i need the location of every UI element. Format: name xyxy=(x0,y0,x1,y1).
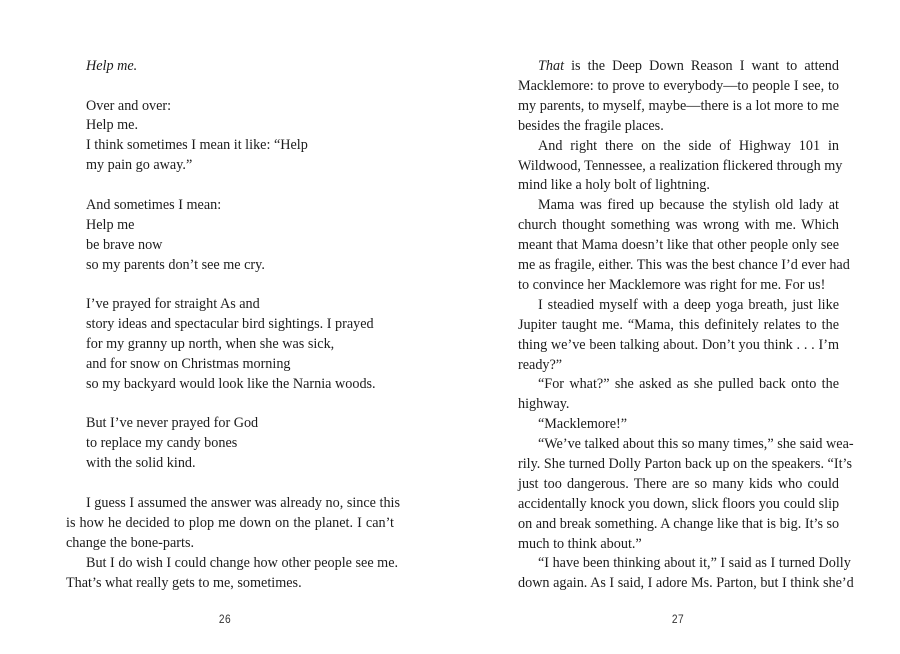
text-line: highway. xyxy=(518,396,570,412)
text-line: I steadied myself with a deep yoga breath, just like xyxy=(538,297,839,313)
page-number: 26 xyxy=(218,612,232,626)
text-line: Help me. xyxy=(86,117,139,133)
text-line: meant that Mama doesn’t like that other people only see xyxy=(518,237,839,253)
text-line: Wildwood, Tennessee, a realization flickered through my xyxy=(518,158,843,174)
text-line: That’s what really gets to me, sometimes. xyxy=(66,575,302,591)
text-line: But I do wish I could change how other people see me. xyxy=(86,555,399,571)
text-line: I guess I assumed the answer was already no, since this xyxy=(86,495,401,511)
text-line: my parents, to myself, maybe—there is a lot more to me xyxy=(518,98,839,114)
text-line: just too dangerous. There are so many kids who could xyxy=(518,476,839,492)
page-number: 27 xyxy=(671,612,685,626)
text-line: And sometimes I mean: xyxy=(86,197,222,213)
text-line: so my backyard would look like the Narnia woods. xyxy=(86,376,376,392)
text-line: “I have been thinking about it,” I said as I turned Dolly xyxy=(538,555,851,571)
text-line: church thought something was wrong with me. Which xyxy=(518,217,839,233)
text-line: I’ve prayed for straight As and xyxy=(86,296,260,312)
italic-lead-word: That xyxy=(538,58,565,74)
text-line: to replace my candy bones xyxy=(86,435,238,451)
text-line: “For what?” she asked as she pulled back onto the xyxy=(538,376,839,392)
text-line: besides the fragile places. xyxy=(518,118,664,134)
text-line: Jupiter taught me. “Mama, this definitely relates to the xyxy=(518,317,839,333)
text-line: my pain go away.” xyxy=(86,157,193,173)
text-line: But I’ve never prayed for God xyxy=(86,415,259,431)
text-line: change the bone-parts. xyxy=(66,535,195,551)
text-line: for my granny up north, when she was sick, xyxy=(86,336,335,352)
text-line: “Macklemore!” xyxy=(538,416,628,432)
text-line: to convince her Macklemore was right for me. For us! xyxy=(518,277,826,293)
text-line: mind like a holy bolt of lightning. xyxy=(518,177,710,193)
text-line: much to think about.” xyxy=(518,536,642,552)
text-line: And right there on the side of Highway 101 in xyxy=(538,138,839,154)
text-line: me as fragile, either. This was the best chance I’d ever had xyxy=(518,257,850,273)
text-line: ready?” xyxy=(518,357,563,373)
text-line: accidentally knock you down, slick floors you could slip xyxy=(518,496,840,512)
text-line: is how he decided to plop me down on the planet. I can’t xyxy=(66,515,394,531)
text-line: Macklemore: to prove to everybody—to people I see, to xyxy=(518,78,839,94)
text-line: Mama was fired up because the stylish old lady at xyxy=(538,197,839,213)
text-line: so my parents don’t see me cry. xyxy=(86,257,265,273)
text-line: thing we’ve been talking about. Don’t you think . . . I’m xyxy=(518,337,839,353)
text-line: down again. As I said, I adore Ms. Parton, but I think she’d xyxy=(518,575,854,591)
text-line: and for snow on Christmas morning xyxy=(86,356,291,372)
text-line: That is the Deep Down Reason I want to attend xyxy=(538,58,839,74)
text-line: Help me. xyxy=(86,58,138,74)
text-line: I think sometimes I mean it like: “Help xyxy=(86,137,308,153)
text-line: with the solid kind. xyxy=(86,455,196,471)
text-line: be brave now xyxy=(86,237,163,253)
text-line: “We’ve talked about this so many times,” she said wea- xyxy=(538,436,854,452)
text-line: story ideas and spectacular bird sightings. I prayed xyxy=(86,316,374,332)
text-line: on and break something. A change like that is big. It’s so xyxy=(518,516,840,532)
text-line: rily. She turned Dolly Parton back up on the speakers. “It’s xyxy=(518,456,852,472)
text-line: Help me xyxy=(86,217,135,233)
right-page xyxy=(450,0,900,654)
text-line: Over and over: xyxy=(86,98,172,114)
